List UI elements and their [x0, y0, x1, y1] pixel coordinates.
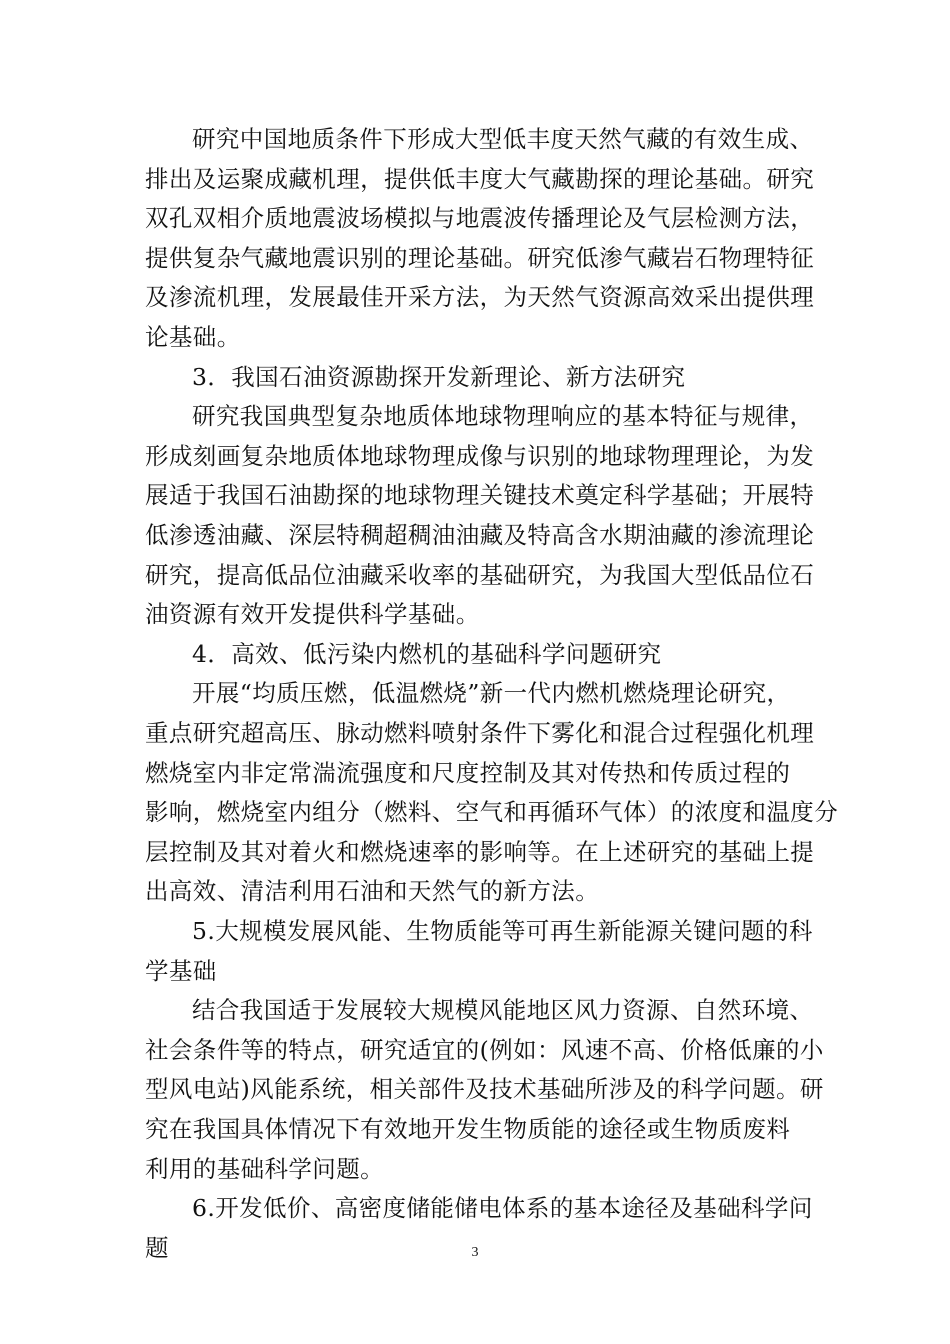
paragraph-line: 开展“均质压燃，低温燃烧”新一代内燃机燃烧理论研究，	[192, 679, 791, 708]
paragraph-line: 展适于我国石油勘探的地球物理关键技术奠定科学基础；开展特	[145, 481, 815, 510]
paragraph-line: 出高效、清洁利用石油和天然气的新方法。	[145, 877, 600, 906]
section-heading-line: 6.开发低价、高密度储能储电体系的基本途径及基础科学问	[192, 1194, 813, 1223]
paragraph-line: 油资源有效开发提供科学基础。	[145, 600, 480, 629]
paragraph-line: 研究我国典型复杂地质体地球物理响应的基本特征与规律，	[192, 402, 814, 431]
section-heading-line: 学基础	[145, 956, 217, 985]
paragraph-line: 究在我国具体情况下有效地开发生物质能的途径或生物质废料	[145, 1115, 791, 1143]
paragraph-line: 型风电站)风能系统，相关部件及技术基础所涉及的科学问题。研	[145, 1075, 824, 1104]
paragraph-line: 及渗流机理，发展最佳开采方法，为天然气资源高效采出提供理	[145, 283, 815, 312]
paragraph-line: 形成刻画复杂地质体地球物理成像与识别的地球物理理论，为发	[145, 441, 815, 470]
paragraph-line: 层控制及其对着火和燃烧速率的影响等。在上述研究的基础上提	[145, 837, 815, 866]
paragraph-line: 燃烧室内非定常湍流强度和尺度控制及其对传热和传质过程的	[145, 758, 791, 787]
paragraph-line: 双孔双相介质地震波场模拟与地震波传播理论及气层检测方法，	[145, 204, 815, 233]
section-heading-line: 3．我国石油资源勘探开发新理论、新方法研究	[192, 362, 686, 391]
paragraph-line: 论基础。	[145, 323, 241, 351]
section-heading-line: 5.大规模发展风能、生物质能等可再生新能源关键问题的科	[192, 917, 813, 945]
paragraph-line: 研究，提高低品位油藏采收率的基础研究，为我国大型低品位石	[145, 560, 815, 589]
paragraph-line: 结合我国适于发展较大规模风能地区风力资源、自然环境、	[192, 996, 814, 1025]
paragraph-line: 排出及运聚成藏机理，提供低丰度大气藏勘探的理论基础。研究	[145, 164, 815, 193]
paragraph-line: 低渗透油藏、深层特稠超稠油油藏及特高含水期油藏的渗流理论	[145, 521, 815, 549]
section-heading-line: 题	[145, 1233, 169, 1262]
section-heading-line: 4．高效、低污染内燃机的基础科学问题研究	[192, 639, 662, 668]
paragraph-line: 影响，燃烧室内组分（燃料、空气和再循环气体）的浓度和温度分	[145, 798, 839, 827]
paragraph-line: 研究中国地质条件下形成大型低丰度天然气藏的有效生成、	[192, 125, 814, 153]
paragraph-line: 重点研究超高压、脉动燃料喷射条件下雾化和混合过程强化机理	[145, 719, 815, 747]
paragraph-line: 提供复杂气藏地震识别的理论基础。研究低渗气藏岩石物理特征	[145, 243, 815, 272]
paragraph-line: 社会条件等的特点，研究适宜的(例如：风速不高、价格低廉的小	[145, 1035, 824, 1064]
paragraph-line: 利用的基础科学问题。	[145, 1154, 384, 1183]
page-number: 3	[471, 1245, 479, 1260]
